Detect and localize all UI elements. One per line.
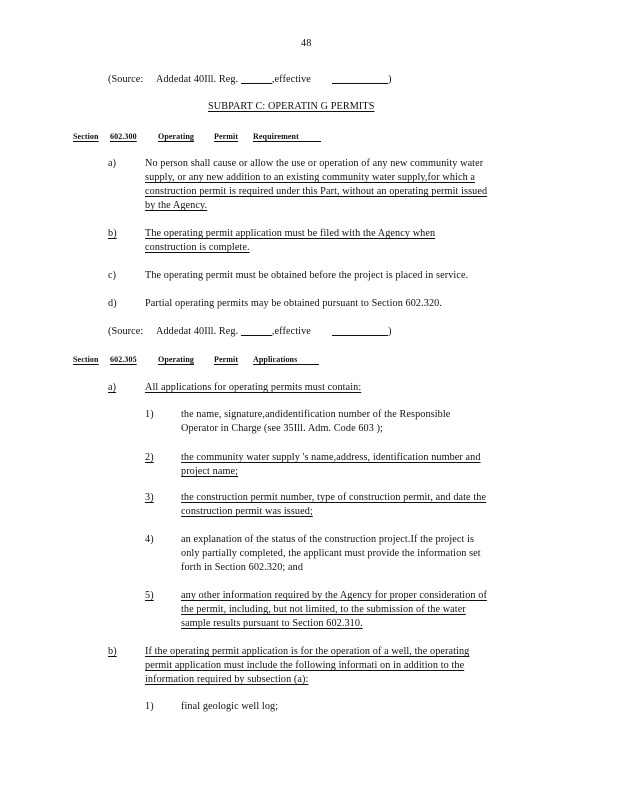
item-marker: a) (108, 158, 117, 169)
item-line: information required by subsection (a): (145, 674, 309, 685)
subitem-marker: 4) (145, 534, 154, 545)
source-close: ) (388, 74, 392, 85)
item-line: No person shall cause or allow the use or operation of any new community water (145, 158, 484, 169)
subitem-line: final geologic well log; (181, 701, 279, 712)
section-title-word: Permit (214, 355, 239, 364)
subpart-title: SUBPART C: OPERATIN G PERMITS (208, 101, 375, 112)
subitem-marker: 3) (145, 492, 154, 503)
section-number: 602.305 (110, 355, 137, 364)
section-title-word: Requirement (253, 132, 299, 141)
source-close: ) (388, 326, 392, 337)
subitem-line: Operator in Charge (see 35Ill. Adm. Code 603 ); (181, 423, 383, 434)
blank-line (332, 325, 388, 336)
item-marker: c) (108, 270, 117, 281)
source-note (108, 73, 392, 86)
item-line: All applications for operating permits must contain: (145, 382, 362, 393)
section-label: Section (73, 355, 99, 364)
source-label: (Source: (108, 74, 144, 85)
section-title-word: Operating (158, 355, 195, 364)
section-title-word: Permit (214, 132, 239, 141)
subitem-line: construction permit was issued; (181, 506, 313, 517)
item-line: If the operating permit application is for the operation of a well, the operating (145, 646, 470, 657)
blank-line (332, 73, 388, 84)
blank-line (241, 73, 272, 84)
blank-line (241, 325, 272, 336)
subitem-marker: 5) (145, 590, 154, 601)
heading-underline (295, 141, 321, 142)
page-number: 48 (301, 38, 312, 49)
subitem-marker: 2) (145, 452, 154, 463)
subitem-line: forth in Section 602.320; and (181, 562, 304, 573)
item-marker: d) (108, 298, 117, 309)
subitem-line: the community water supply 's name,address, identification number and (181, 452, 481, 463)
item-line: supply, or any new addition to an existing community water supply,for which a (145, 172, 476, 183)
item-marker: b) (108, 646, 117, 657)
item-line: Partial operating permits may be obtained pursuant to Section 602.320. (145, 298, 442, 309)
subitem-line: the construction permit number, type of construction permit, and date the (181, 492, 487, 503)
item-line: The operating permit application must be filed with the Agency when (145, 228, 436, 239)
subitem-marker: 1) (145, 409, 154, 420)
item-line: construction permit is required under this Part, without an operating permit issued (145, 186, 488, 197)
section-label: Section (73, 132, 99, 141)
item-marker: a) (108, 382, 117, 393)
subitem-line: the name, signature,andidentification number of the Responsible (181, 409, 451, 420)
subitem-line: sample results pursuant to Section 602.310. (181, 618, 363, 629)
source-note (108, 325, 392, 338)
effective-label: ,effective (271, 326, 311, 337)
section-title-word: Applications (253, 355, 298, 364)
item-line: construction is complete. (145, 242, 250, 253)
item-line: permit application must include the following informati on in addition to the (145, 660, 465, 671)
section-title-word: Operating (158, 132, 195, 141)
subitem-line: any other information required by the Agency for proper consideration of (181, 590, 487, 601)
subitem-line: the permit, including, but not limited, to the submission of the water (181, 604, 466, 615)
effective-label: ,effective (271, 74, 311, 85)
subitem-line: an explanation of the status of the construction project.If the project is (181, 534, 475, 545)
source-label: (Source: (108, 326, 144, 337)
heading-underline (297, 364, 319, 365)
subitem-line: project name; (181, 466, 239, 477)
source-text: Addedat 40Ill. Reg. (155, 326, 239, 337)
subitem-marker: 1) (145, 701, 154, 712)
section-number: 602.300 (110, 132, 137, 141)
item-marker: b) (108, 228, 117, 239)
subitem-line: only partially completed, the applicant must provide the information set (181, 548, 481, 559)
source-text: Addedat 40Ill. Reg. (155, 74, 239, 85)
item-line: by the Agency. (145, 200, 208, 211)
item-line: The operating permit must be obtained before the project is placed in service. (145, 270, 469, 281)
